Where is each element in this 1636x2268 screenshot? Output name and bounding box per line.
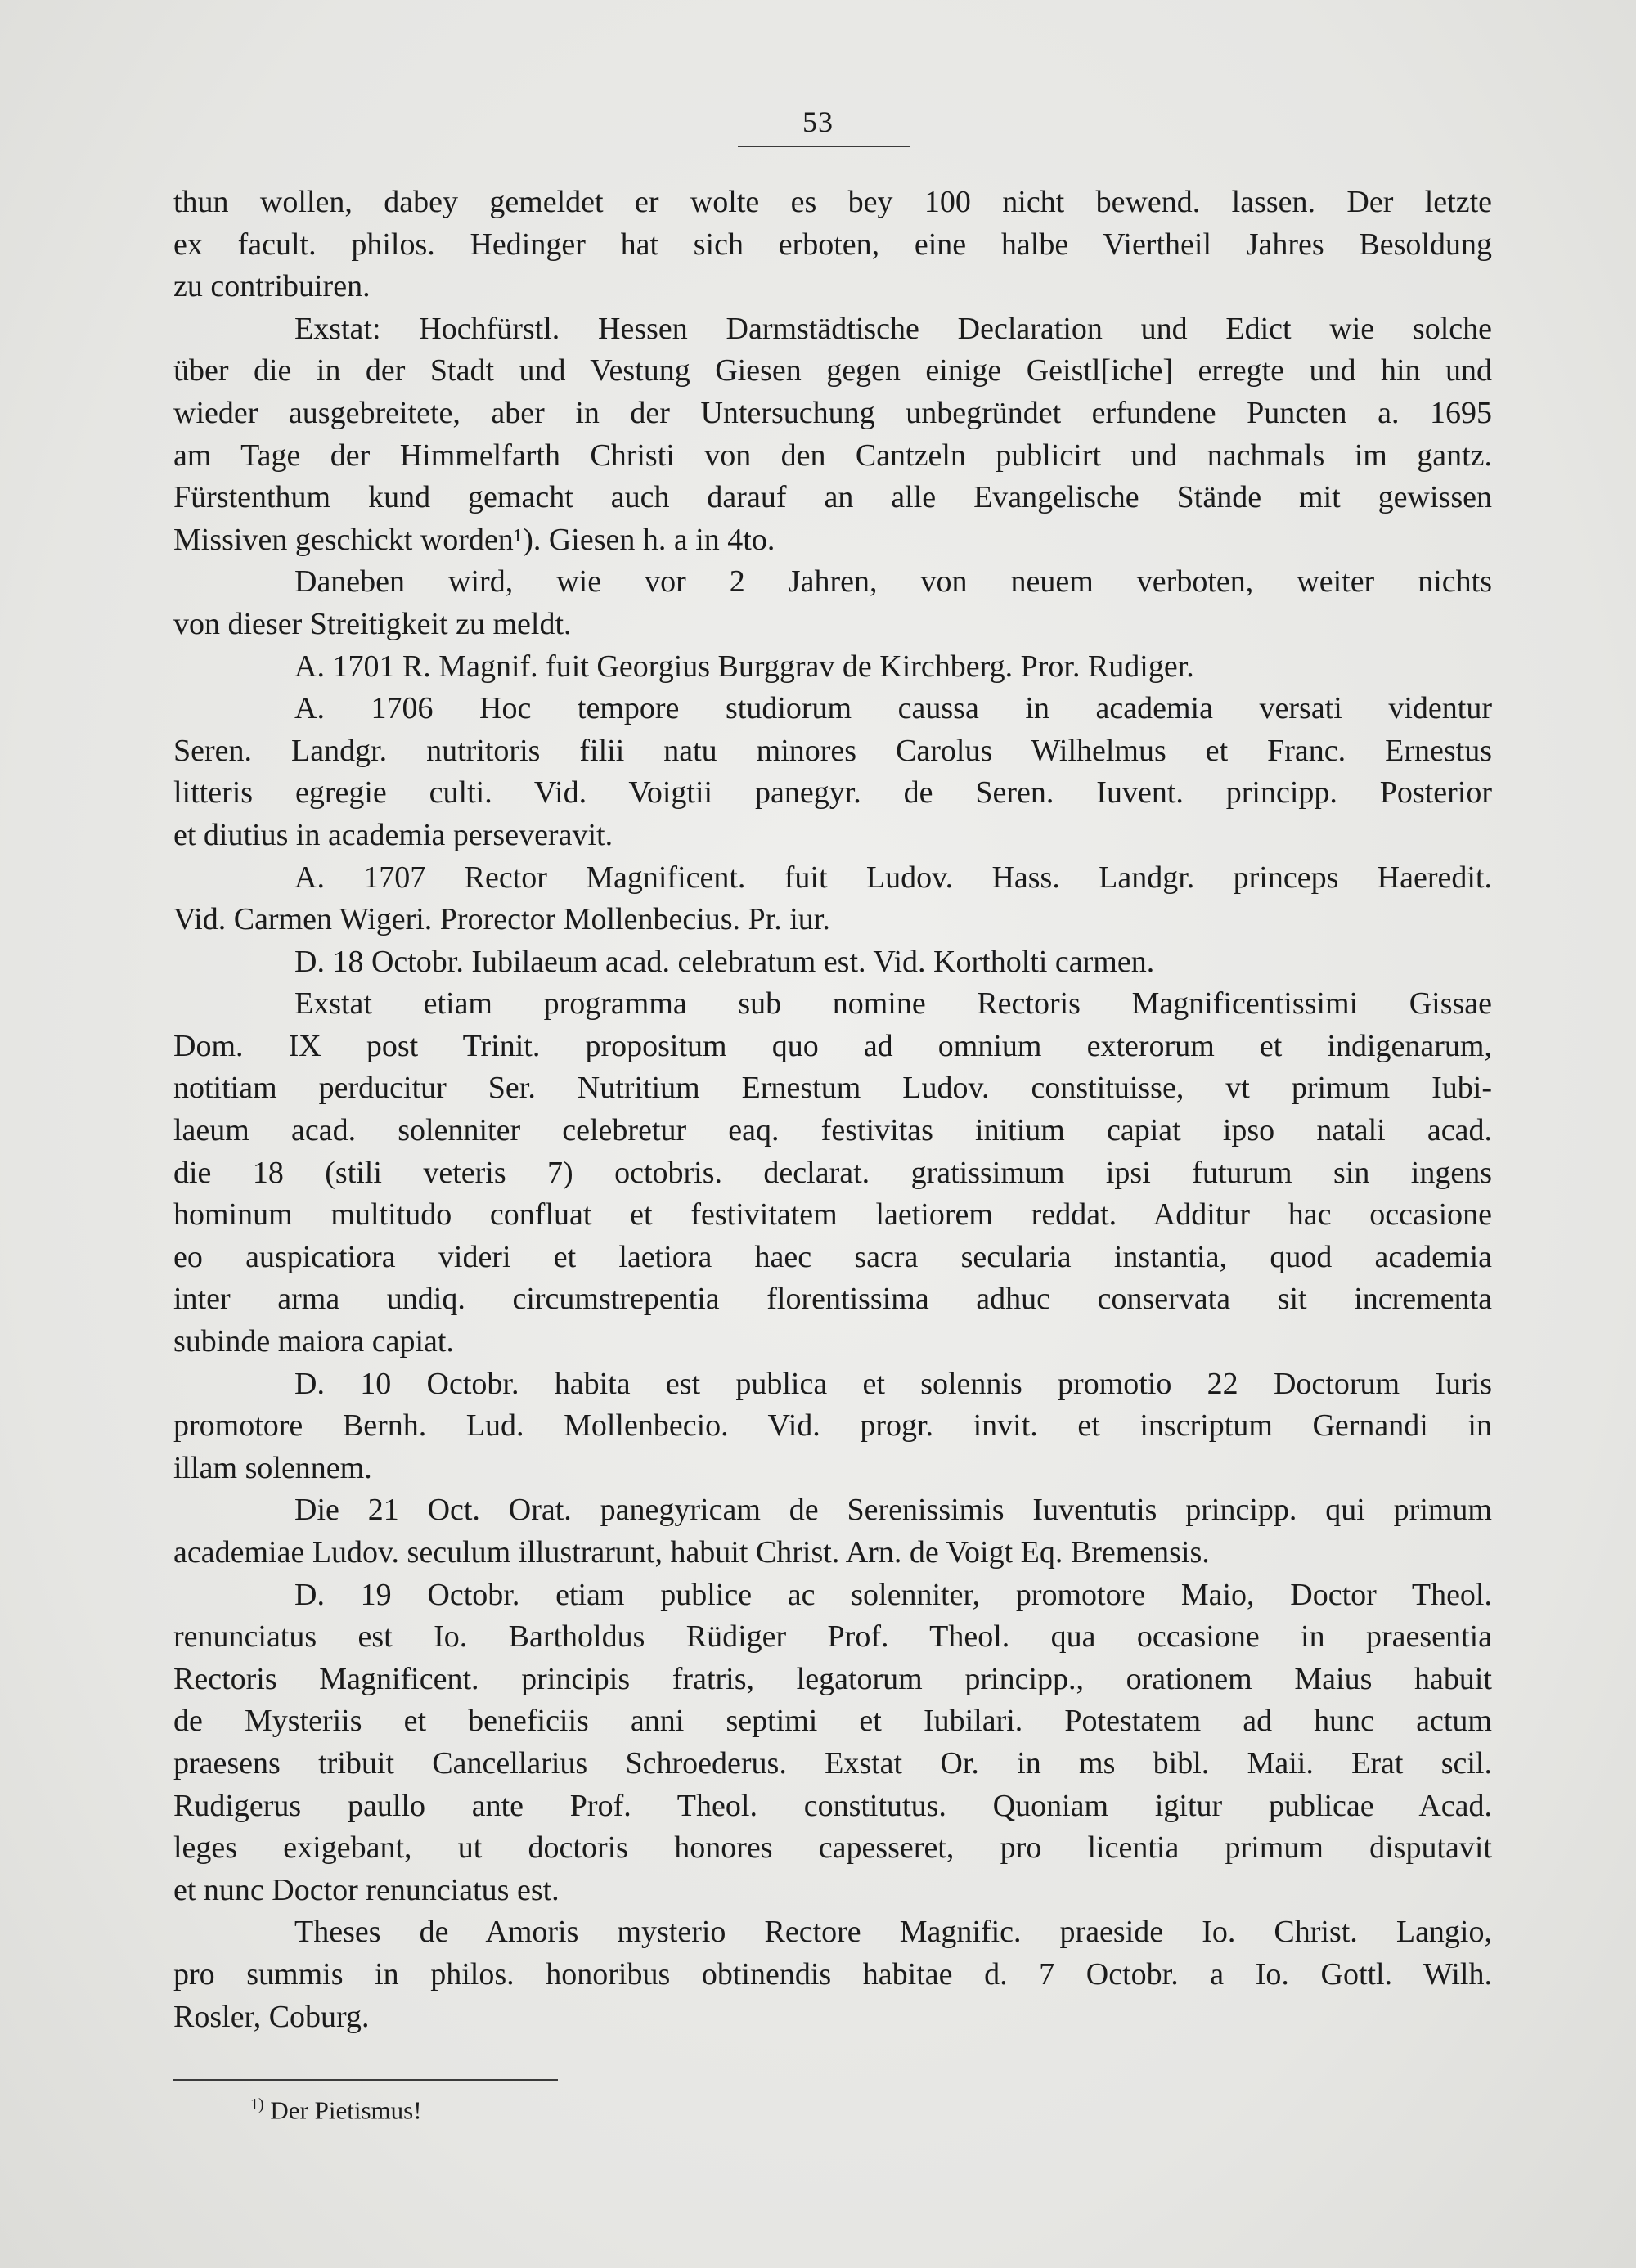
text-line: et diutius in academia perseveravit. (173, 817, 614, 852)
text-line: thun wollen, dabey gemeldet er wolte es bey 100 nicht bewend. lassen. Der letzte (173, 185, 1492, 219)
text-line: academiae Ludov. seculum illustrarunt, habuit Christ. Arn. de Voigt Eq. Bremensis. (173, 1535, 1210, 1570)
text-line: praesens tribuit Cancellarius Schroederus. Exstat Or. in ms bibl. Maii. Erat scil. (173, 1745, 1492, 1781)
text-line: laeum acad. solenniter celebretur eaq. festivitas initium capiat ipso natali acad. (173, 1113, 1492, 1148)
footnote (250, 2088, 422, 2127)
text-line: subinde maiora capiat. (173, 1324, 454, 1359)
text-line: Rectoris Magnificent. principis fratris, legatorum principp., orationem Maius habuit (173, 1661, 1492, 1696)
text-line: Exstat: Hochfürstl. Hessen Darmstädtische Declaration und Edict wie solche (294, 311, 1492, 346)
footnote-rule (173, 2079, 558, 2081)
page-number-rule (738, 146, 910, 147)
text-line: Fürstenthum kund gemacht auch darauf an alle Evangelische Stände mit gewissen (173, 480, 1492, 515)
text-line: de Mysteriis et beneficiis anni septimi et Iubilari. Potestatem ad hunc actum (173, 1704, 1492, 1739)
text-line: promotore Bernh. Lud. Mollenbecio. Vid. progr. invit. et inscriptum Gernandi in (173, 1408, 1492, 1444)
body-text (173, 182, 1492, 2038)
text-line: Daneben wird, wie vor 2 Jahren, von neuem verboten, weiter nichts (294, 564, 1492, 600)
text-line: Exstat etiam programma sub nomine Rectoris Magnificentissimi Gissae (294, 986, 1492, 1022)
text-line: Seren. Landgr. nutritoris filii natu minores Carolus Wilhelmus et Franc. Ernestus (173, 733, 1492, 768)
text-line: notitiam perducitur Ser. Nutritium Ernestum Ludov. constituisse, vt primum Iubi- (173, 1071, 1492, 1106)
text-line: D. 19 Octobr. etiam publice ac solenniter, promotore Maio, Doctor Theol. (294, 1577, 1492, 1612)
text-line: eo auspicatiora videri et laetiora haec sacra secularia instantia, quod academia (173, 1239, 1492, 1274)
text-line: renunciatus est Io. Bartholdus Rüdiger Prof. Theol. qua occasione in praesentia (173, 1619, 1492, 1655)
text-line: am Tage der Himmelfarth Christi von den Cantzeln publicirt und nachmals im gantz. (173, 438, 1492, 473)
text-line: inter arma undiq. circumstrepentia florentissima adhuc conservata sit incrementa (173, 1282, 1492, 1317)
footnote-marker: 1) (250, 2095, 264, 2113)
text-line: Missiven geschickt worden¹). Giesen h. a in 4to. (173, 522, 775, 557)
text-line: Rudigerus paullo ante Prof. Theol. constitutus. Quoniam igitur publicae Acad. (173, 1788, 1492, 1823)
footnote-text: Der Pietismus! (270, 2095, 422, 2125)
text-line: von dieser Streitigkeit zu meldt. (173, 606, 572, 641)
text-line: litteris egregie culti. Vid. Voigtii panegyr. de Seren. Iuvent. principp. Posterior (173, 775, 1492, 811)
text-line: Vid. Carmen Wigeri. Prorector Mollenbecius. Pr. iur. (173, 902, 830, 937)
text-line: Theses de Amoris mysterio Rectore Magnific. praeside Io. Christ. Langio, (294, 1915, 1492, 1950)
text-line: et nunc Doctor renunciatus est. (173, 1872, 560, 1907)
text-line: D. 18 Octobr. Iubilaeum acad. celebratum est. Vid. Kortholti carmen. (294, 944, 1155, 979)
text-line: leges exigebant, ut doctoris honores capesseret, pro licentia primum disputavit (173, 1830, 1492, 1866)
text-line: Die 21 Oct. Orat. panegyricam de Serenissimis Iuventutis principp. qui primum (294, 1493, 1492, 1528)
text-line: A. 1706 Hoc tempore studiorum caussa in academia versati videntur (294, 691, 1492, 726)
text-line: ex facult. philos. Hedinger hat sich erboten, eine halbe Viertheil Jahres Besoldung (173, 227, 1492, 262)
text-line: pro summis in philos. honoribus obtinendis habitae d. 7 Octobr. a Io. Gottl. Wilh. (173, 1956, 1492, 1992)
text-line: A. 1707 Rector Magnificent. fuit Ludov. Hass. Landgr. princeps Haeredit. (294, 860, 1492, 895)
text-line: hominum multitudo confluat et festivitatem laetiorem reddat. Additur hac occasione (173, 1197, 1492, 1233)
text-line: Rosler, Coburg. (173, 1999, 370, 2034)
text-line: über die in der Stadt und Vestung Giesen gegen einige Geistl[iche] erregte und hin und (173, 353, 1492, 388)
text-line: die 18 (stili veteris 7) octobris. declarat. gratissimum ipsi futurum sin ingens (173, 1155, 1492, 1190)
text-line: wieder ausgebreitete, aber in der Untersuchung unbegründet erfundene Puncten a. 1695 (173, 395, 1492, 430)
text-line: A. 1701 R. Magnif. fuit Georgius Burggrav de Kirchberg. Pror. Rudiger. (294, 649, 1194, 684)
page-number: 53 (802, 106, 834, 138)
text-line: D. 10 Octobr. habita est publica et solennis promotio 22 Doctorum Iuris (294, 1366, 1492, 1401)
text-line: illam solennem. (173, 1450, 372, 1485)
text-line: zu contribuiren. (173, 269, 371, 304)
text-line: Dom. IX post Trinit. propositum quo ad omnium exterorum et indigenarum, (173, 1028, 1492, 1063)
